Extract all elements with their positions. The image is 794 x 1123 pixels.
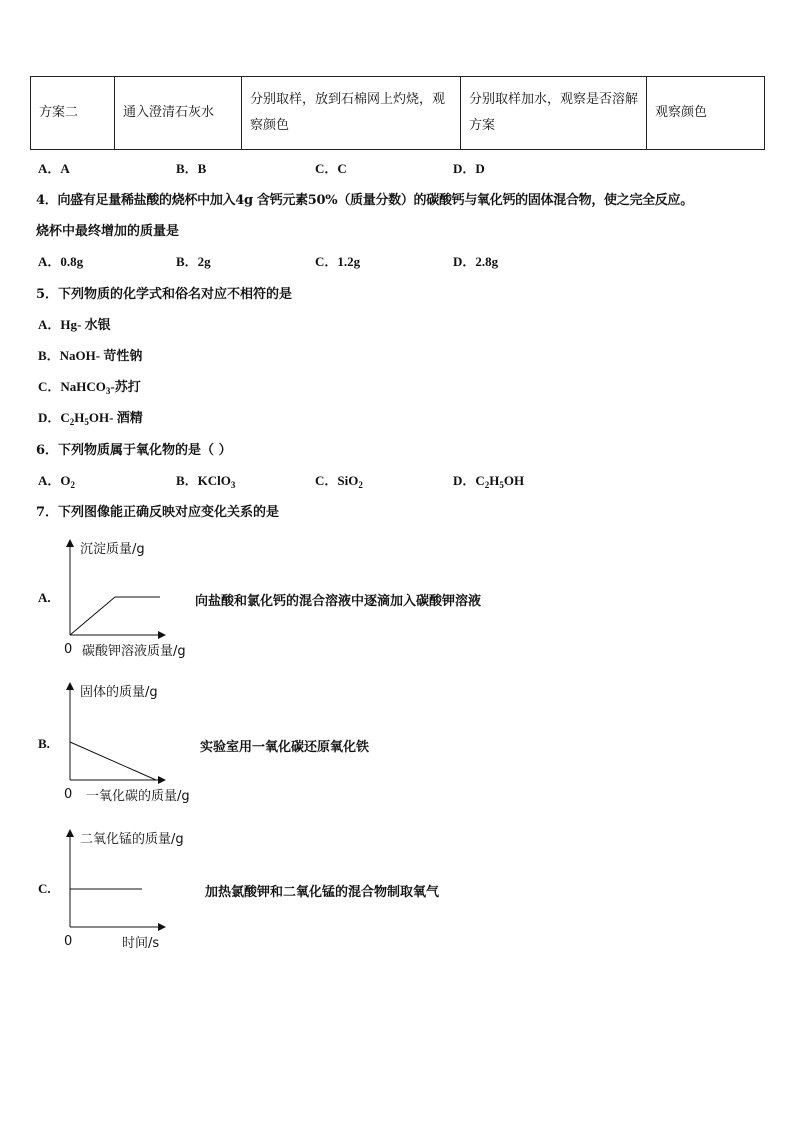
q5-option-a: A．Hg- 水银	[38, 317, 111, 332]
q5-c-text: -苏打	[110, 379, 141, 394]
q3-option-a: A．A	[38, 161, 70, 176]
q6-b-text: B．KClO	[176, 473, 231, 488]
subscript: 5	[499, 480, 504, 490]
subscript: 3	[230, 480, 236, 490]
table-cell: 观察颜色	[647, 77, 765, 150]
q6-option-c	[315, 470, 363, 490]
q4-option-b: B．2g	[176, 254, 211, 269]
q5-d-text: H	[74, 410, 85, 425]
origin-label: 0	[64, 787, 73, 802]
q3-option-b: B．B	[176, 161, 207, 176]
y-axis-label: 沉淀质量/g	[80, 542, 145, 557]
q5-option-d	[38, 407, 143, 427]
table-row	[31, 77, 765, 150]
q3-option-c: C．C	[315, 161, 347, 176]
table-cell: 分别取样，放到石棉网上灼烧，观察颜色	[242, 77, 461, 150]
y-axis-label: 固体的质量/g	[80, 685, 158, 700]
series-line	[70, 742, 156, 780]
table-cell: 方案二	[31, 77, 115, 150]
q3-option-d: D．D	[453, 161, 485, 176]
q5-d-text: OH- 酒精	[88, 410, 143, 425]
q4-option-a: A．0.8g	[38, 254, 84, 269]
q4-option-d: D．2.8g	[453, 254, 499, 269]
graph-c	[54, 823, 214, 953]
q7-stem: 7．下列图像能正确反映对应变化关系的是	[36, 505, 280, 520]
graph-b-description: 实验室用一氧化碳还原氧化铁	[200, 740, 370, 755]
q6-d-text: OH	[503, 473, 525, 488]
q6-option-a	[38, 470, 75, 490]
x-axis-label: 一氧化碳的质量/g	[86, 789, 190, 804]
subscript: 2	[70, 480, 76, 490]
series-line	[70, 597, 160, 635]
q6-option-d	[453, 470, 524, 490]
table-cell: 分别取样加水，观察是否溶解方案	[461, 77, 647, 150]
q6-d-text: D．C	[453, 473, 485, 488]
subscript: 2	[484, 480, 490, 490]
q5-d-text: D．C	[38, 410, 70, 425]
graph-a-label: A.	[38, 590, 51, 605]
y-axis-label: 二氧化锰的质量/g	[80, 832, 184, 847]
subscript: 5	[84, 417, 89, 427]
q6-c-text: C．SiO	[315, 473, 359, 488]
q4-stem-line1: 4．向盛有足量稀盐酸的烧杯中加入4g 含钙元素50%（质量分数）的碳酸钙与氧化钙的固体混合物，使之完全反应。	[36, 193, 693, 208]
subscript: 2	[69, 417, 75, 427]
subscript: 2	[358, 480, 363, 490]
q6-option-b	[176, 470, 235, 490]
origin-label: 0	[64, 642, 73, 657]
plan-table	[30, 76, 765, 150]
graph-b-label: B.	[38, 736, 50, 751]
q5-option-b: B．NaOH- 苛性钠	[38, 348, 143, 363]
q5-option-c	[38, 376, 141, 396]
x-axis-label: 碳酸钾溶液质量/g	[82, 644, 186, 659]
graph-c-description: 加热氯酸钾和二氧化锰的混合物制取氧气	[205, 885, 440, 900]
table-cell: 通入澄清石灰水	[115, 77, 242, 150]
q5-stem: 5．下列物质的化学式和俗名对应不相符的是	[36, 287, 293, 302]
graph-a	[54, 535, 214, 661]
q4-option-c: C．1.2g	[315, 254, 361, 269]
q6-stem: 6．下列物质属于氧化物的是（ ）	[36, 443, 232, 458]
q6-d-text: H	[489, 473, 500, 488]
x-axis-label: 时间/s	[122, 936, 160, 951]
graph-a-description: 向盐酸和氯化钙的混合溶液中逐滴加入碳酸钾溶液	[195, 594, 482, 609]
q5-c-text: C．NaHCO	[38, 379, 106, 394]
graph-c-label: C.	[38, 881, 51, 896]
q4-stem-line2: 烧杯中最终增加的质量是	[36, 224, 180, 239]
q6-a-text: A．O	[38, 473, 71, 488]
subscript: 3	[105, 386, 111, 396]
origin-label: 0	[64, 934, 73, 949]
graph-b	[54, 676, 214, 806]
